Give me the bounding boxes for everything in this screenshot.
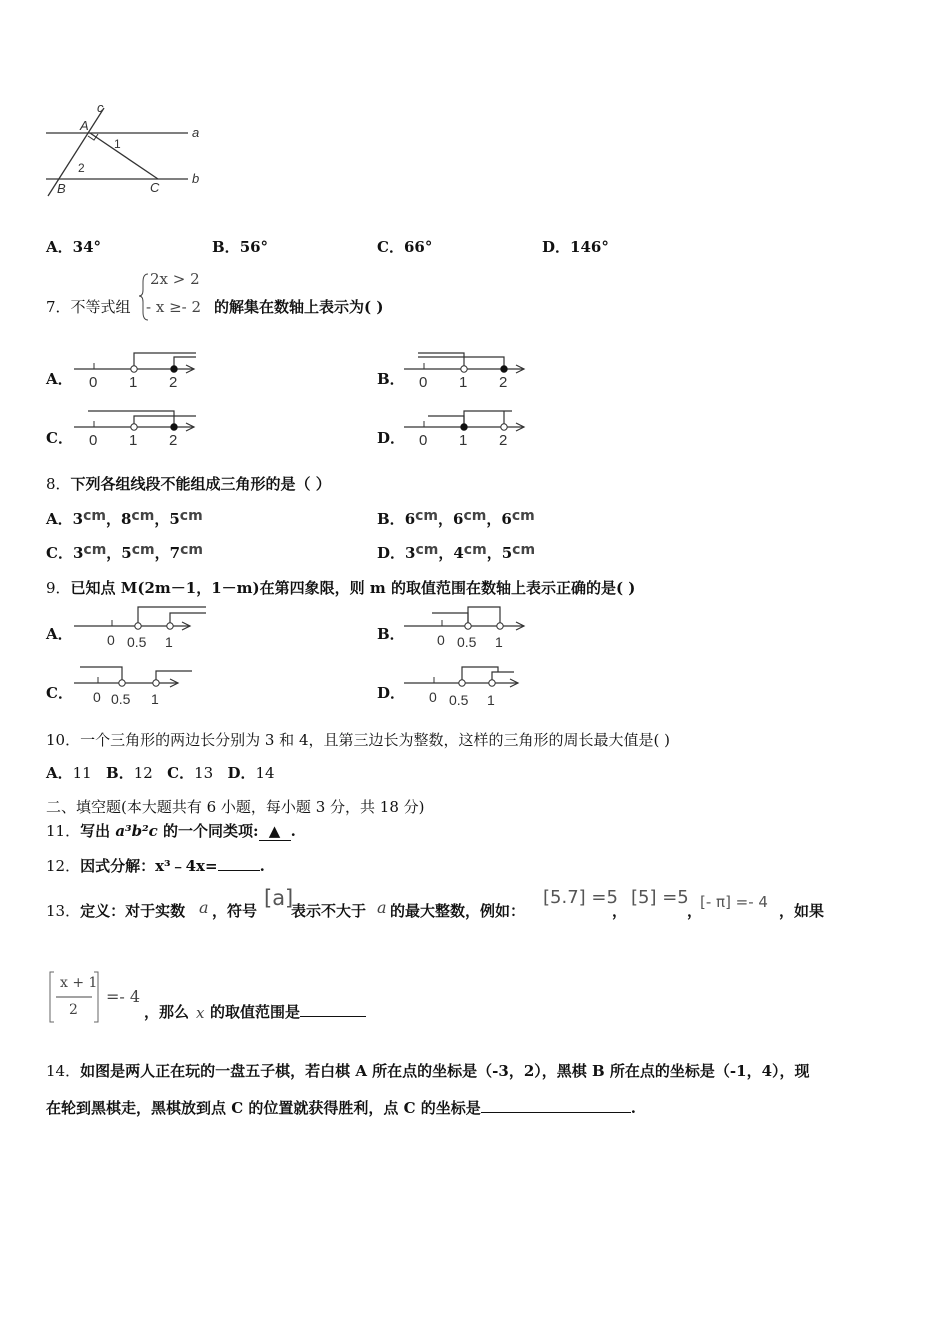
svg-text:0: 0 [419,374,428,391]
q12-stem: 12．因式分解：x³﹣4x= . [46,857,265,875]
q10-stem: 10．一个三角形的两边长分别为 3 和 4，且第三边长为整数，这样的三角形的周长最大值是( ) [46,731,670,749]
svg-text:0: 0 [89,374,98,391]
svg-text:1: 1 [487,692,495,708]
svg-text:0: 0 [93,689,101,705]
q13-stem: 13．定义：对于实数 [46,902,186,920]
svg-text:0: 0 [437,632,445,648]
q13-line2-pre: ，那么 [144,1003,190,1021]
q13-var-a2: a [377,898,387,917]
q6-option-b: B．56° [212,238,269,256]
q8-option-b: B．6cm，6cm，6cm [377,508,535,528]
q13-bracket-a: [a] [264,886,294,910]
q9-option-d-numberline [402,662,542,710]
q11-answer-blank: ▲ [259,822,291,841]
q13-example-3: [- π] =- 4 [700,893,768,911]
q13-var-a: a [199,898,209,917]
q8-option-a: A．3cm，8cm，5cm [46,508,203,528]
q9-option-a-key: A． [46,625,73,643]
q6-option-c: C．66° [377,238,433,256]
svg-text:0.5: 0.5 [449,692,469,708]
q13-sep-2: ， [687,902,703,920]
q13-answer-blank [300,1002,366,1017]
q7-option-b-numberline [402,348,532,390]
svg-text:0.5: 0.5 [457,634,477,650]
q7-option-a-numberline [72,348,202,390]
q13-frac-rhs: =- 4 [106,987,141,1006]
svg-text:0: 0 [107,632,115,648]
q9-option-b-key: B． [377,625,405,643]
q6-geometry-figure [40,100,210,205]
svg-text:0: 0 [429,689,437,705]
segment-AC [90,133,158,179]
svg-text:2: 2 [169,374,178,391]
svg-text:1: 1 [459,374,468,391]
q13-end: ，如果 [779,902,825,920]
q12-answer-blank [218,856,260,871]
q7-stem: 7．不等式组 [46,298,131,316]
q7-option-a-key: A． [46,370,73,388]
svg-text:1: 1 [151,691,159,707]
q13-frac-num: x + 1 [60,975,98,991]
svg-text:0: 0 [89,432,98,449]
q13-mid3: 的最大整数，例如： [390,902,526,920]
label-c: c [97,100,104,115]
q7-ineq1: 2x > 2 [150,270,200,288]
q11-stem: 11．写出 a³b²c 的一个同类项: ▲ . [46,822,296,840]
q7-ineq2: - x ≥- 2 [146,298,202,316]
section-2-title: 二、填空题(本大题共有 6 小题，每小题 3 分，共 18 分) [46,798,425,816]
svg-text:1: 1 [129,374,138,391]
svg-text:0.5: 0.5 [111,691,131,707]
svg-text:0.5: 0.5 [127,634,147,650]
label-b-line: b [192,171,200,186]
q9-option-a-numberline [72,602,212,650]
svg-text:1: 1 [495,634,503,650]
q9-option-c-numberline [72,662,212,710]
q7-stem-post: 的解集在数轴上表示为( ) [214,298,384,316]
q9-option-b-numberline [402,602,542,650]
q13-sep-1: ， [612,902,628,920]
q8-stem: 8．下列各组线段不能组成三角形的是（ ） [46,475,331,493]
q13-line2-post: 的取值范围是 [210,1001,366,1022]
q7-option-c-numberline [72,406,202,448]
q13-var-x: x [196,1004,205,1022]
q13-example-2: [5] =5 [631,887,689,908]
q6-option-d: D．146° [542,238,609,256]
q8-option-d: D．3cm，4cm，5cm [377,542,536,562]
svg-text:1: 1 [129,432,138,449]
label-2: 2 [78,161,85,175]
svg-text:2: 2 [499,432,508,449]
q9-stem: 9．已知点 M(2m－1，1－m)在第四象限，则 m 的取值范围在数轴上表示正确的是( ) [46,579,636,597]
label-B: B [57,181,66,196]
q9-option-d-key: D． [377,684,406,702]
svg-text:1: 1 [165,634,173,650]
q7-option-c-key: C． [46,429,73,447]
q14-line2: 在轮到黑棋走，黑棋放到点 C 的位置就获得胜利，点 C 的坐标是 . [46,1099,637,1117]
q13-example-1: [5.7] =5 [543,887,618,908]
q14-answer-blank [481,1098,631,1113]
q13-mid2: 表示不大于 [291,902,367,920]
svg-text:2: 2 [169,432,178,449]
q10-options: A．11 B．12 C．13 D．14 [46,764,275,782]
label-1: 1 [114,137,121,151]
q13-frac-den: 2 [69,1002,78,1018]
label-a-line: a [192,125,200,140]
q9-option-c-key: C． [46,684,73,702]
q6-option-a: A．34° [46,238,102,256]
svg-text:0: 0 [419,432,428,449]
q14-line1: 14．如图是两人正在玩的一盘五子棋，若白棋 A 所在点的坐标是（-3，2），黑棋 B 所在点的坐标是（-1，4），现 [46,1062,810,1080]
label-C: C [150,180,160,195]
q7-option-d-numberline [402,406,532,448]
q13-mid1: ，符号 [212,902,258,920]
q8-option-c: C．3cm，5cm，7cm [46,542,203,562]
svg-text:2: 2 [499,374,508,391]
q7-option-d-key: D． [377,429,406,447]
q7-option-b-key: B． [377,370,405,388]
svg-text:1: 1 [459,432,468,449]
label-A: A [80,118,89,133]
